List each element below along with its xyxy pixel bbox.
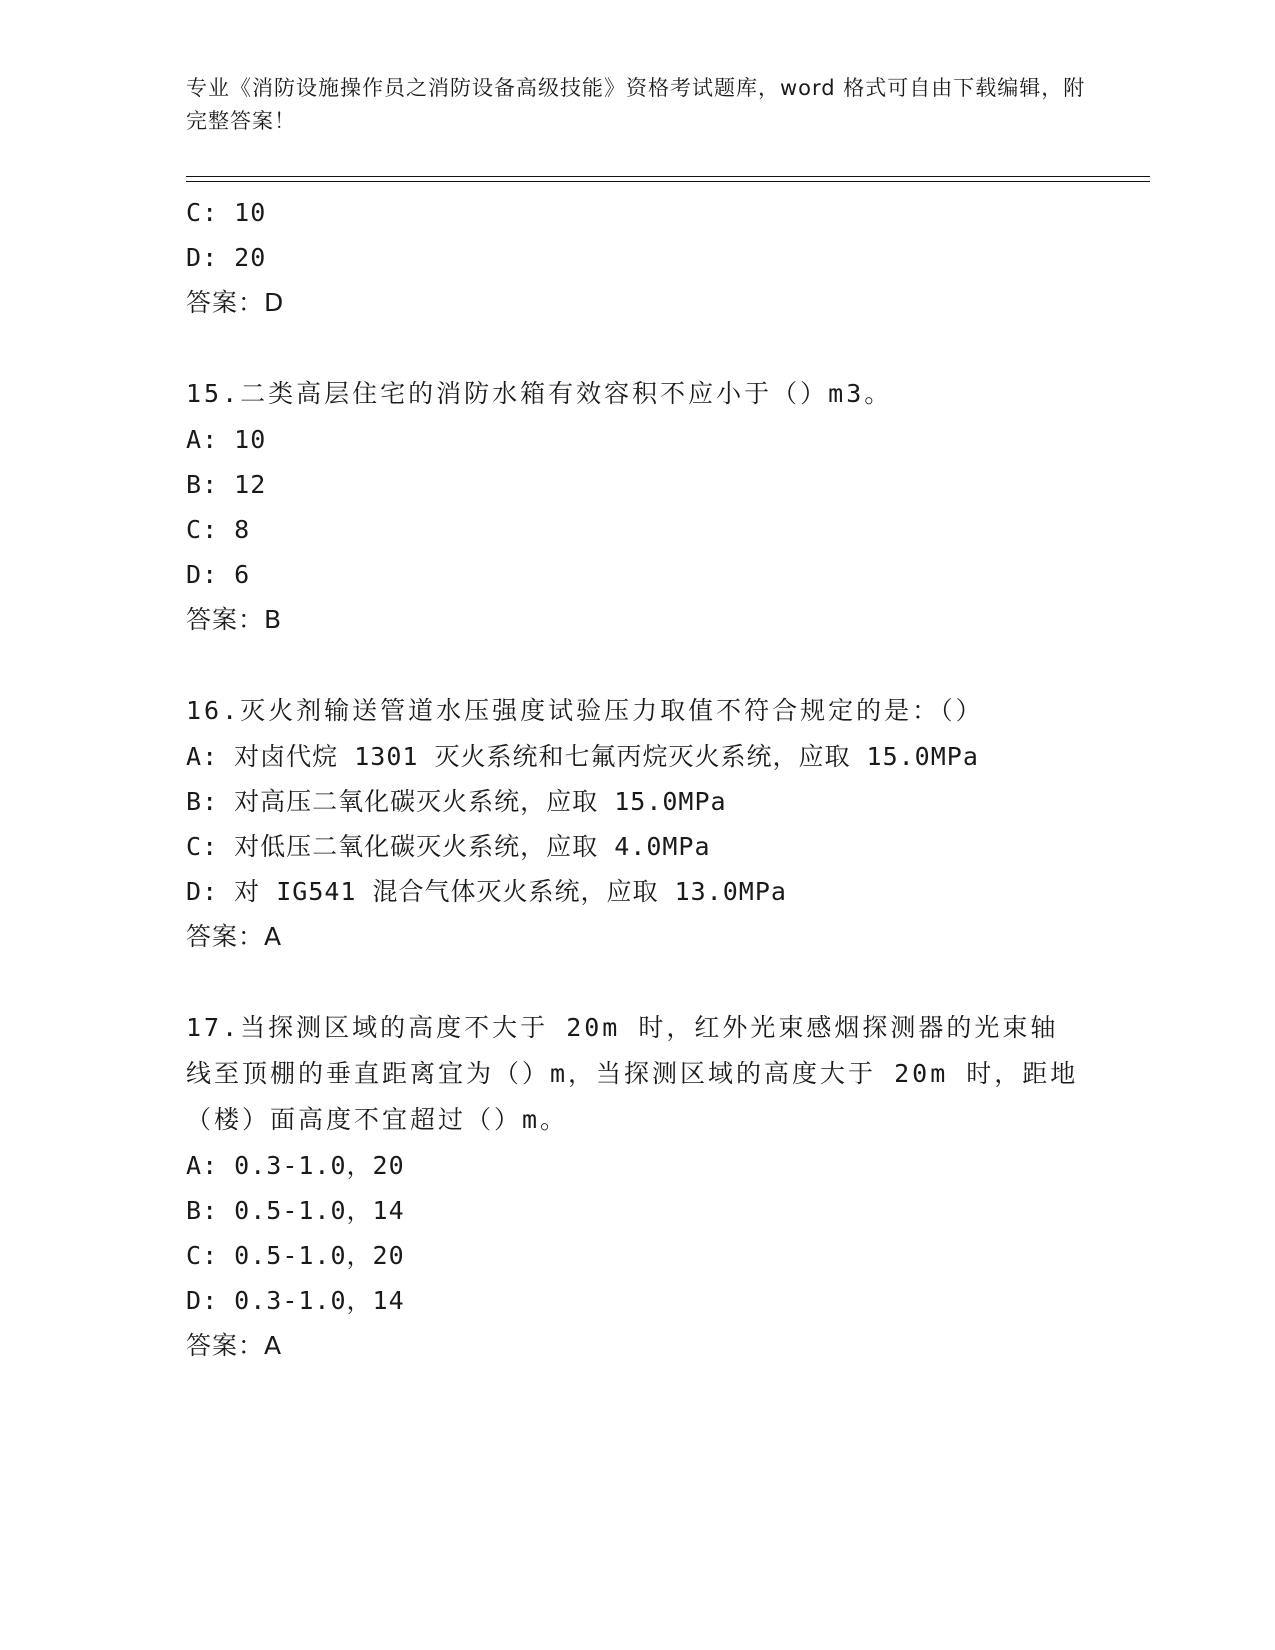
spacer: [186, 325, 1086, 371]
option-label: B: [186, 1196, 203, 1225]
option-line: B: 0.5-1.0，14: [186, 1196, 405, 1225]
option-label: C: [186, 832, 203, 861]
question-content: [186, 190, 1086, 1368]
question-15: [186, 371, 1086, 642]
question-16: [186, 688, 1086, 959]
option-text: 对 IG541 混合气体灭火系统，应取 13.0MPa: [234, 877, 787, 906]
spacer: [186, 642, 1086, 688]
option-text: 10: [234, 198, 267, 227]
question-stem: 16.灭火剂输送管道水压强度试验压力取值不符合规定的是：（）: [186, 696, 984, 725]
option-label: D: [186, 1286, 203, 1315]
option-text: 12: [234, 470, 267, 499]
option-line: A: 10: [186, 425, 267, 454]
answer-line: 答案：A: [186, 1331, 283, 1360]
option-text: 对卤代烷 1301 灭火系统和七氟丙烷灭火系统，应取 15.0MPa: [234, 742, 979, 771]
document-title: 专业《消防设施操作员之消防设备高级技能》资格考试题库，word 格式可自由下载编辑，附完整答案！: [186, 76, 1086, 133]
option-label: A: [186, 425, 203, 454]
option-line: B: 12: [186, 470, 267, 499]
option-label: D: [186, 243, 203, 272]
header-divider-bottom: [186, 181, 1150, 182]
option-line: D: 对 IG541 混合气体灭火系统，应取 13.0MPa: [186, 877, 787, 906]
option-line: A: 对卤代烷 1301 灭火系统和七氟丙烷灭火系统，应取 15.0MPa: [186, 742, 979, 771]
option-label: B: [186, 787, 203, 816]
option-line: D: 20: [186, 243, 267, 272]
option-label: A: [186, 742, 203, 771]
spacer: [186, 959, 1086, 1005]
option-label: C: [186, 1241, 203, 1270]
option-label: A: [186, 1151, 203, 1180]
option-text: 0.5-1.0，14: [234, 1196, 405, 1225]
option-text: 对低压二氧化碳灭火系统，应取 4.0MPa: [234, 832, 711, 861]
option-line: D: 0.3-1.0，14: [186, 1286, 405, 1315]
option-label: C: [186, 515, 203, 544]
question-stem: 15.二类高层住宅的消防水箱有效容积不应小于（）m3。: [186, 379, 893, 408]
answer-line: 答案：B: [186, 605, 283, 634]
option-line: A: 0.3-1.0，20: [186, 1151, 405, 1180]
question-17: [186, 1005, 1086, 1368]
option-line: C: 8: [186, 515, 251, 544]
option-text: 10: [234, 425, 267, 454]
option-line: D: 6: [186, 560, 251, 589]
option-text: 20: [234, 243, 267, 272]
option-label: D: [186, 877, 203, 906]
carryover-block: [186, 190, 1086, 325]
document-header: [186, 72, 1086, 138]
option-label: C: [186, 198, 203, 227]
option-line: C: 0.5-1.0，20: [186, 1241, 405, 1270]
option-label: D: [186, 560, 203, 589]
option-text: 0.5-1.0，20: [234, 1241, 405, 1270]
answer-line: 答案：D: [186, 288, 285, 317]
question-stem: 17.当探测区域的高度不大于 20m 时，红外光束感烟探测器的光束轴线至顶棚的垂直距离宜为（）m，当探测区域的高度大于 20m 时，距地（楼）面高度不宜超过（）m。: [186, 1013, 1079, 1134]
header-divider-top: [186, 176, 1150, 177]
option-label: B: [186, 470, 203, 499]
option-text: 6: [234, 560, 251, 589]
option-line: C: 对低压二氧化碳灭火系统，应取 4.0MPa: [186, 832, 711, 861]
option-text: 8: [234, 515, 251, 544]
option-text: 0.3-1.0，20: [234, 1151, 405, 1180]
option-line: B: 对高压二氧化碳灭火系统，应取 15.0MPa: [186, 787, 727, 816]
answer-line: 答案：A: [186, 922, 283, 951]
option-line: C: 10: [186, 198, 267, 227]
option-text: 对高压二氧化碳灭火系统，应取 15.0MPa: [234, 787, 727, 816]
option-text: 0.3-1.0，14: [234, 1286, 405, 1315]
